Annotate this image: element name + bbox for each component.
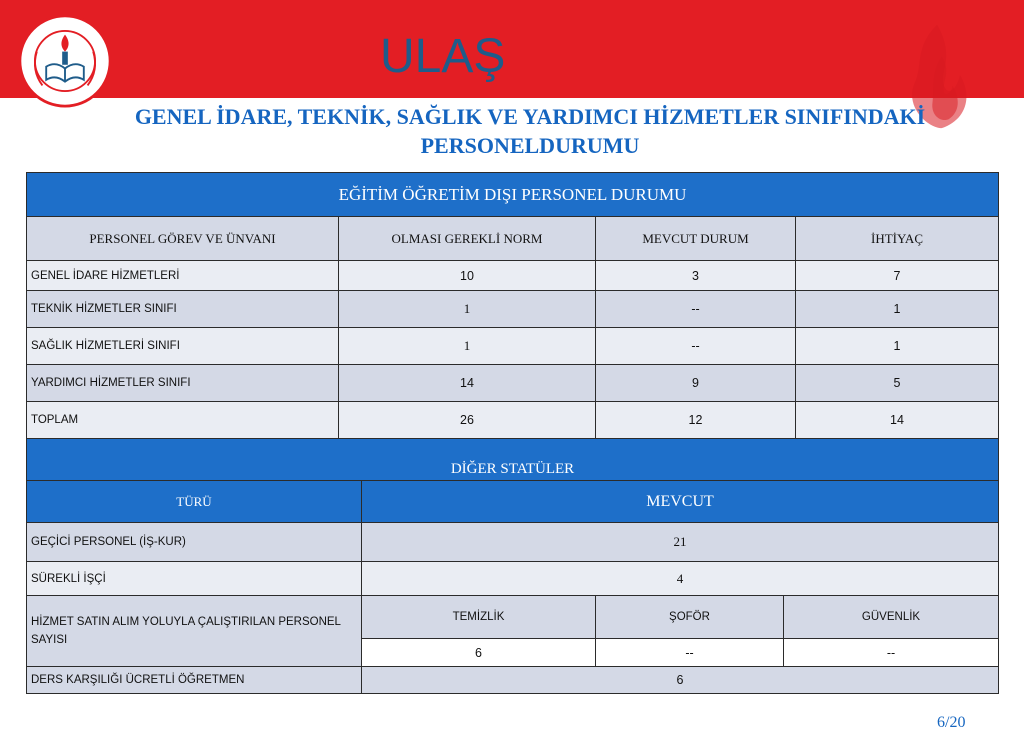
cell-value: 4 [362, 562, 999, 596]
cell-norm: 1 [339, 328, 596, 365]
page-subtitle: GENEL İDARE, TEKNİK, SAĞLIK VE YARDIMCI HİZMETLER SINIFINDAKİ PERSONELDURUMU [134, 104, 926, 158]
cell-security: -- [784, 639, 999, 667]
table-row [27, 402, 999, 439]
table-title: EĞİTİM ÖĞRETİM DIŞI PERSONEL DURUMU [27, 173, 999, 217]
column-header: TÜRÜ [27, 481, 362, 523]
table-row [27, 523, 999, 562]
cell-need: 5 [796, 365, 999, 402]
cell-need: 7 [796, 261, 999, 291]
table-row [27, 667, 999, 694]
table-row [27, 365, 999, 402]
cell-value: 21 [362, 523, 999, 562]
cell-need: 14 [796, 402, 999, 439]
row-label: GEÇİCİ PERSONEL (İŞ-KUR) [27, 523, 362, 562]
cell-need: 1 [796, 291, 999, 328]
cell-current: 3 [596, 261, 796, 291]
slide-title: ULAŞ [380, 30, 506, 83]
cell-current: 12 [596, 402, 796, 439]
row-label: DERS KARŞILIĞI ÜCRETLİ ÖĞRETMEN [27, 667, 362, 694]
cell-driver: -- [596, 639, 784, 667]
row-label: YARDIMCI HİZMETLER SINIFI [27, 365, 339, 402]
row-label: TOPLAM [27, 402, 339, 439]
subheader-driver: ŞOFÖR [596, 596, 784, 639]
column-header: PERSONEL GÖREV VE ÜNVANI [27, 217, 339, 261]
cell-current: -- [596, 291, 796, 328]
cell-current: -- [596, 328, 796, 365]
cell-cleaning: 6 [362, 639, 596, 667]
subheader-cleaning: TEMİZLİK [362, 596, 596, 639]
cell-norm: 14 [339, 365, 596, 402]
page-number: 6/20 [937, 714, 966, 731]
table-row [27, 328, 999, 365]
row-label: SÜREKLİ İŞÇİ [27, 562, 362, 596]
subheader-security: GÜVENLİK [784, 596, 999, 639]
cell-value: 6 [362, 667, 999, 694]
cell-need: 1 [796, 328, 999, 365]
row-label: HİZMET SATIN ALIM YOLUYLA ÇALIŞTIRILAN PERSONEL SAYISI [27, 596, 362, 667]
table-row [27, 291, 999, 328]
cell-current: 9 [596, 365, 796, 402]
column-header: MEVCUT DURUM [596, 217, 796, 261]
row-label: TEKNİK HİZMETLER SINIFI [27, 291, 339, 328]
cell-norm: 1 [339, 291, 596, 328]
other-status-table [26, 438, 999, 694]
row-label: SAĞLIK HİZMETLERİ SINIFI [27, 328, 339, 365]
column-header: İHTİYAÇ [796, 217, 999, 261]
ministry-logo [18, 14, 112, 108]
table-row [27, 261, 999, 291]
table-row [27, 562, 999, 596]
cell-norm: 10 [339, 261, 596, 291]
column-header: MEVCUT [362, 481, 999, 523]
personnel-table [26, 172, 999, 439]
table-title: DİĞER STATÜLER [27, 439, 999, 481]
table-row [27, 596, 999, 639]
header-bar [0, 0, 1024, 98]
row-label: GENEL İDARE HİZMETLERİ [27, 261, 339, 291]
column-header: OLMASI GEREKLİ NORM [339, 217, 596, 261]
cell-norm: 26 [339, 402, 596, 439]
